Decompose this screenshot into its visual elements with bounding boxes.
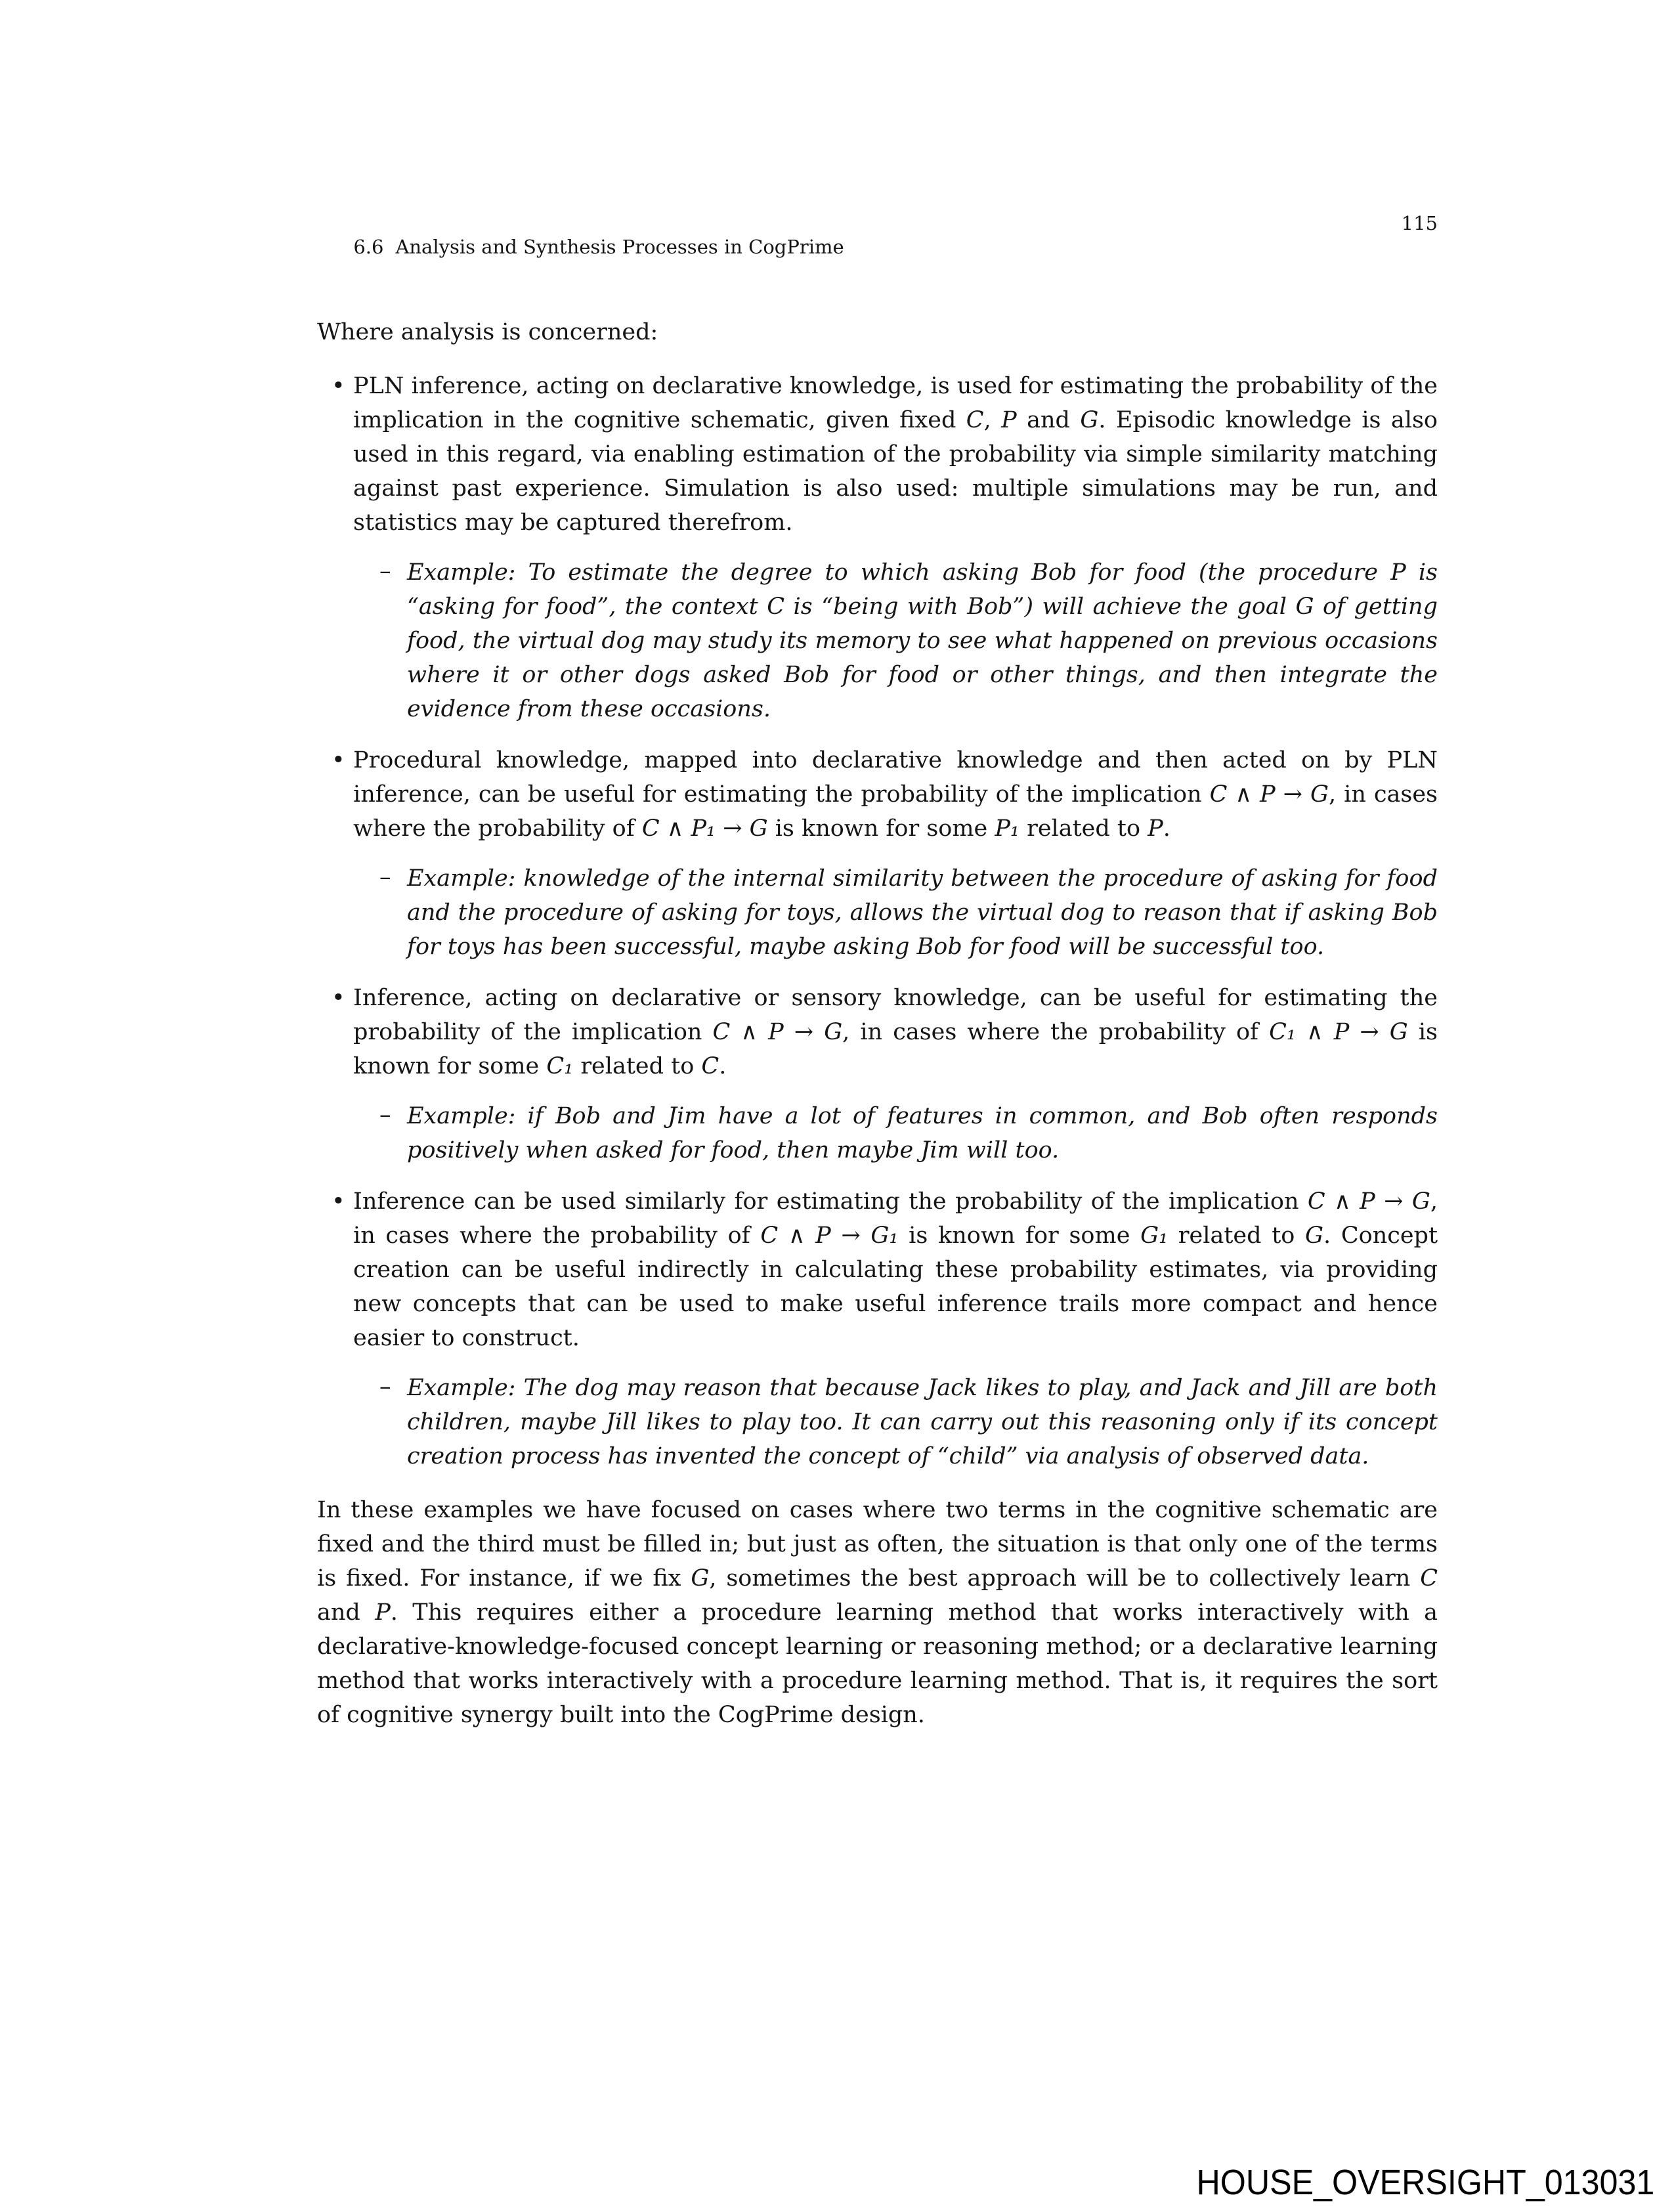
math-expression: G [691,1565,710,1592]
section-title: Analysis and Synthesis Processes in CogPrime [395,236,844,258]
bullet-text: PLN inference, acting on declarative knowledge, is used for estimating the probability of the implication in the cognitive schematic, given fixed C, P and G. Episodic knowledge is also used in this regard, via enabling estimation of the probability via simple similarity matching against past experience. Simulation is also used: multiple simulations may be run, and statistics may be captured therefrom. [353,373,1438,536]
math-expression: G [1305,1223,1324,1249]
math-expression: G [1080,407,1099,433]
bullet-text: Inference, acting on declarative or sensory knowledge, can be useful for estimating the probability of the implication C ∧ P → G, in cases where the probability of C₁ ∧ P → G is known for some C₁ related to C. [353,985,1438,1079]
dash-marker: – [379,1102,391,1128]
math-expression: C [767,594,784,620]
running-header [317,211,1438,282]
example-text: Example: To estimate the degree to which asking Bob for food (the procedure P is “asking for food”, the context C is “being with Bob”) will achieve the goal G of getting food, the virtual dog may study its memory to see what happened on previous occasions where it or other dogs asked Bob for food or other things, and then integrate the evidence from these occasions. [407,559,1438,722]
math-expression: C [701,1053,719,1079]
math-expression: C [1420,1565,1438,1592]
math-expression: G₁ [1140,1223,1169,1249]
bullet-item-3 [317,981,1438,1083]
intro-line: Where analysis is concerned: [317,319,658,345]
bullet-text: Inference can be used similarly for estimating the probability of the implication C ∧ P → G, in cases where the probability of C ∧ P → G₁ is known for some G₁ related to G. Concept creation can be useful indirectly in calculating these probability estimates, via providing new concepts that can be used to make useful inference trails more compact and hence easier to construct. [353,1188,1438,1351]
example-item-3 [317,1099,1438,1167]
math-expression: G [1295,594,1314,620]
dash-marker: – [379,864,391,890]
section-heading [317,211,844,282]
math-expression: C ∧ P → G₁ [760,1223,899,1249]
math-expression: C ∧ P₁ → G [641,815,768,842]
section-number: 6.6 [353,236,384,258]
bullet-marker: • [332,373,345,399]
math-expression: C [966,407,984,433]
math-expression: C₁ ∧ P → G [1269,1019,1408,1045]
example-item-2 [317,861,1438,964]
closing-paragraph: In these examples we have focused on cases where two terms in the cognitive schematic are fixed and the third must be filled in; but just as often, the situation is that only one of the terms is fixed. For instance, if we fix G, sometimes the best approach will be to collectively learn C and P. This requires either a procedure learning method that works interactively with a declarative-knowledge-focused concept learning or reasoning method; or a declarative learning method that works interactively with a procedure learning method. That is, it requires the sort of cognitive synergy built into the CogPrime design. [317,1497,1438,1728]
page-number: 115 [1401,212,1438,234]
bullet-item-1 [317,369,1438,540]
math-expression: P [375,1599,391,1626]
bullet-item-4 [317,1184,1438,1355]
dash-marker: – [379,1374,391,1400]
math-expression: C₁ [546,1053,574,1079]
bates-stamp-watermark: HOUSE_OVERSIGHT_013031 [1196,2163,1654,2202]
bullet-marker: • [332,985,345,1011]
example-item-1 [317,555,1438,726]
example-item-4 [317,1371,1438,1473]
math-expression: P [1148,815,1163,842]
math-expression: C ∧ P → G [1209,781,1329,808]
math-expression: P₁ [995,815,1019,842]
example-text: Example: The dog may reason that because Jack likes to play, and Jack and Jill are both children, maybe Jill likes to play too. It can carry out this reasoning only if its concept creation process has invented the concept of “child” via analysis of observed data. [407,1375,1438,1469]
bullet-item-2 [317,743,1438,846]
math-expression: P [1390,559,1406,586]
bullet-text: Procedural knowledge, mapped into declarative knowledge and then acted on by PLN inference, can be useful for estimating the probability of the implication C ∧ P → G, in cases where the probability of C ∧ P₁ → G is known for some P₁ related to P. [353,747,1438,842]
math-expression: P [1001,407,1017,433]
example-text: Example: if Bob and Jim have a lot of features in common, and Bob often responds positively when asked for food, then maybe Jim will too. [407,1103,1438,1163]
page-content [317,211,1438,1732]
math-expression: C ∧ P → G [1307,1188,1430,1215]
example-text: Example: knowledge of the internal similarity between the procedure of asking for food and the procedure of asking for toys, allows the virtual dog to reason that if asking Bob for toys has been successful, maybe asking Bob for food will be successful too. [407,865,1438,960]
bullet-marker: • [332,1188,345,1215]
dash-marker: – [379,558,391,584]
math-expression: C ∧ P → G [712,1019,843,1045]
bullet-marker: • [332,747,345,773]
